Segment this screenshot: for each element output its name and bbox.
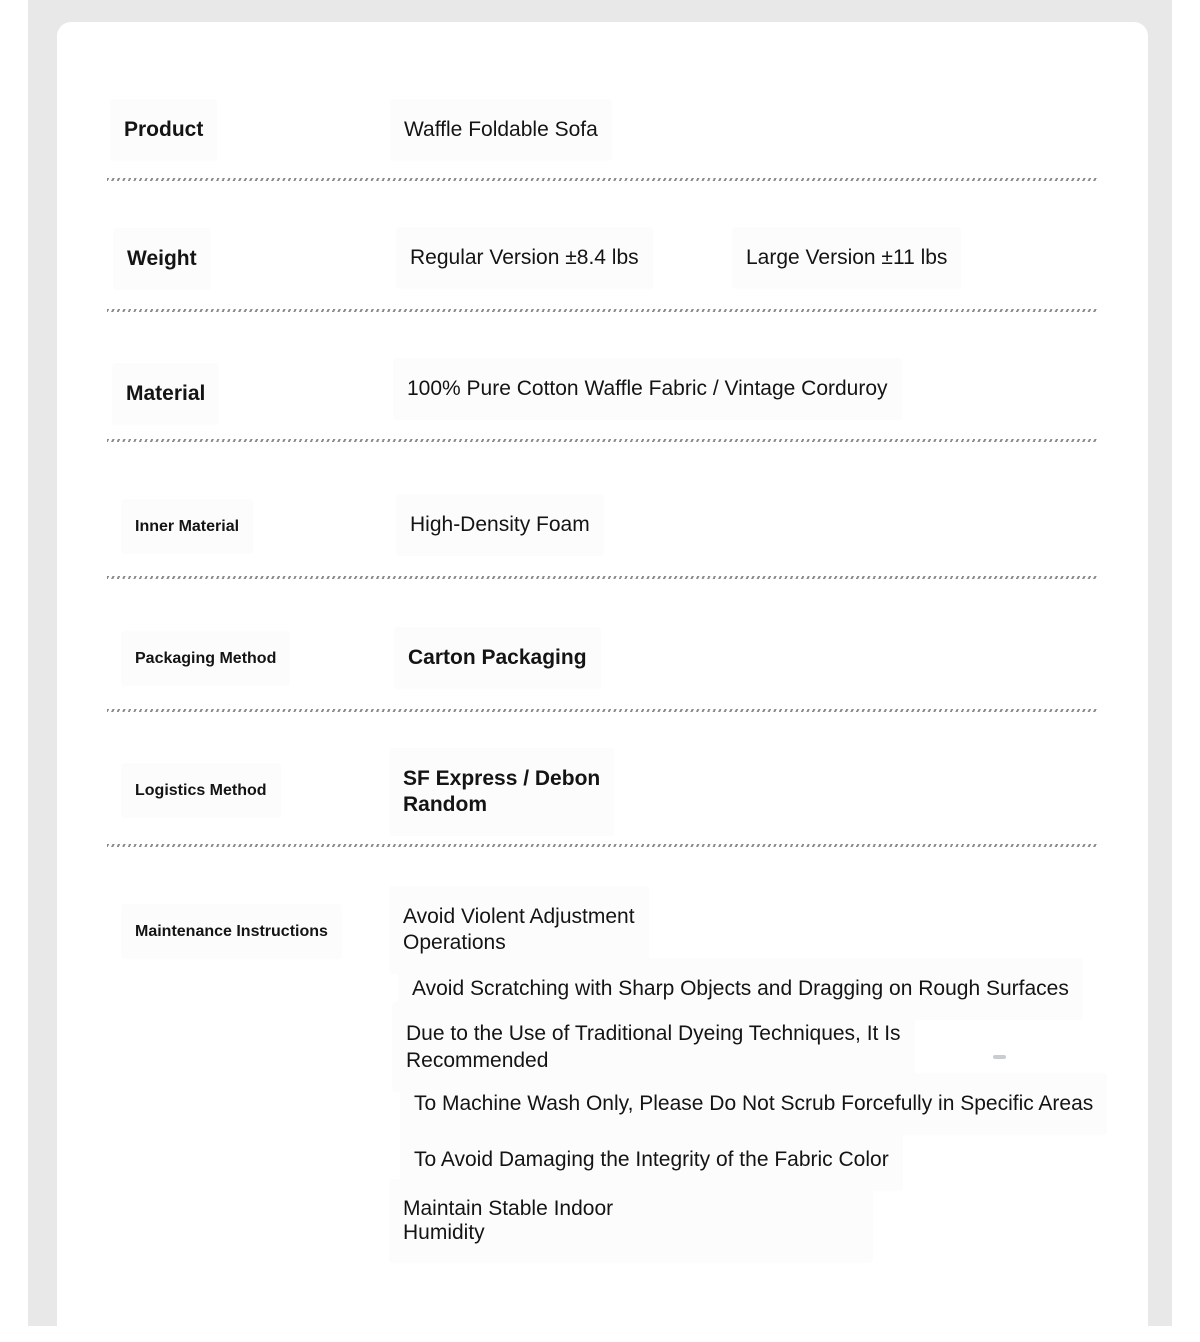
row-separator — [107, 439, 1097, 442]
inner-material-label: Inner Material — [121, 499, 253, 554]
row-separator — [107, 576, 1097, 579]
stray-dash-artifact — [993, 1055, 1006, 1059]
maintenance-item-6-line2: Humidity — [403, 1221, 485, 1244]
packaging-method-value: Carton Packaging — [394, 627, 601, 689]
maintenance-item-2: Avoid Scratching with Sharp Objects and Dragging on Rough Surfaces — [398, 958, 1083, 1020]
maintenance-item-5: To Avoid Damaging the Integrity of the Fabric Color — [400, 1129, 903, 1191]
logistics-method-value — [389, 748, 614, 836]
logistics-value-line1: SF Express / Debon — [403, 767, 601, 790]
maintenance-item-4: To Machine Wash Only, Please Do Not Scrub Forcefully in Specific Areas — [400, 1073, 1107, 1135]
maintenance-item-6 — [389, 1179, 873, 1263]
packaging-method-label: Packaging Method — [121, 631, 290, 686]
weight-value-regular: Regular Version ±8.4 lbs — [396, 227, 653, 289]
row-separator — [107, 178, 1097, 181]
maintenance-item-3-line1: Due to the Use of Traditional Dyeing Techniques, It Is — [406, 1022, 901, 1045]
maintenance-item-1-line1: Avoid Violent Adjustment — [403, 905, 635, 928]
weight-label: Weight — [113, 228, 211, 290]
weight-value-large: Large Version ±11 lbs — [732, 227, 961, 289]
product-value: Waffle Foldable Sofa — [390, 99, 612, 161]
maintenance-instructions-label: Maintenance Instructions — [121, 904, 342, 959]
inner-material-value: High-Density Foam — [396, 494, 604, 556]
maintenance-item-1-line2: Operations — [403, 931, 506, 954]
row-separator — [107, 309, 1097, 312]
logistics-method-label: Logistics Method — [121, 763, 281, 818]
material-label: Material — [112, 363, 219, 425]
product-label: Product — [110, 99, 217, 161]
row-separator — [107, 844, 1097, 847]
maintenance-item-6-line1: Maintain Stable Indoor — [403, 1197, 614, 1220]
maintenance-item-3-line2: Recommended — [406, 1049, 549, 1072]
row-separator — [107, 709, 1097, 712]
material-value: 100% Pure Cotton Waffle Fabric / Vintage Corduroy — [393, 358, 902, 420]
logistics-value-line2: Random — [403, 793, 487, 816]
